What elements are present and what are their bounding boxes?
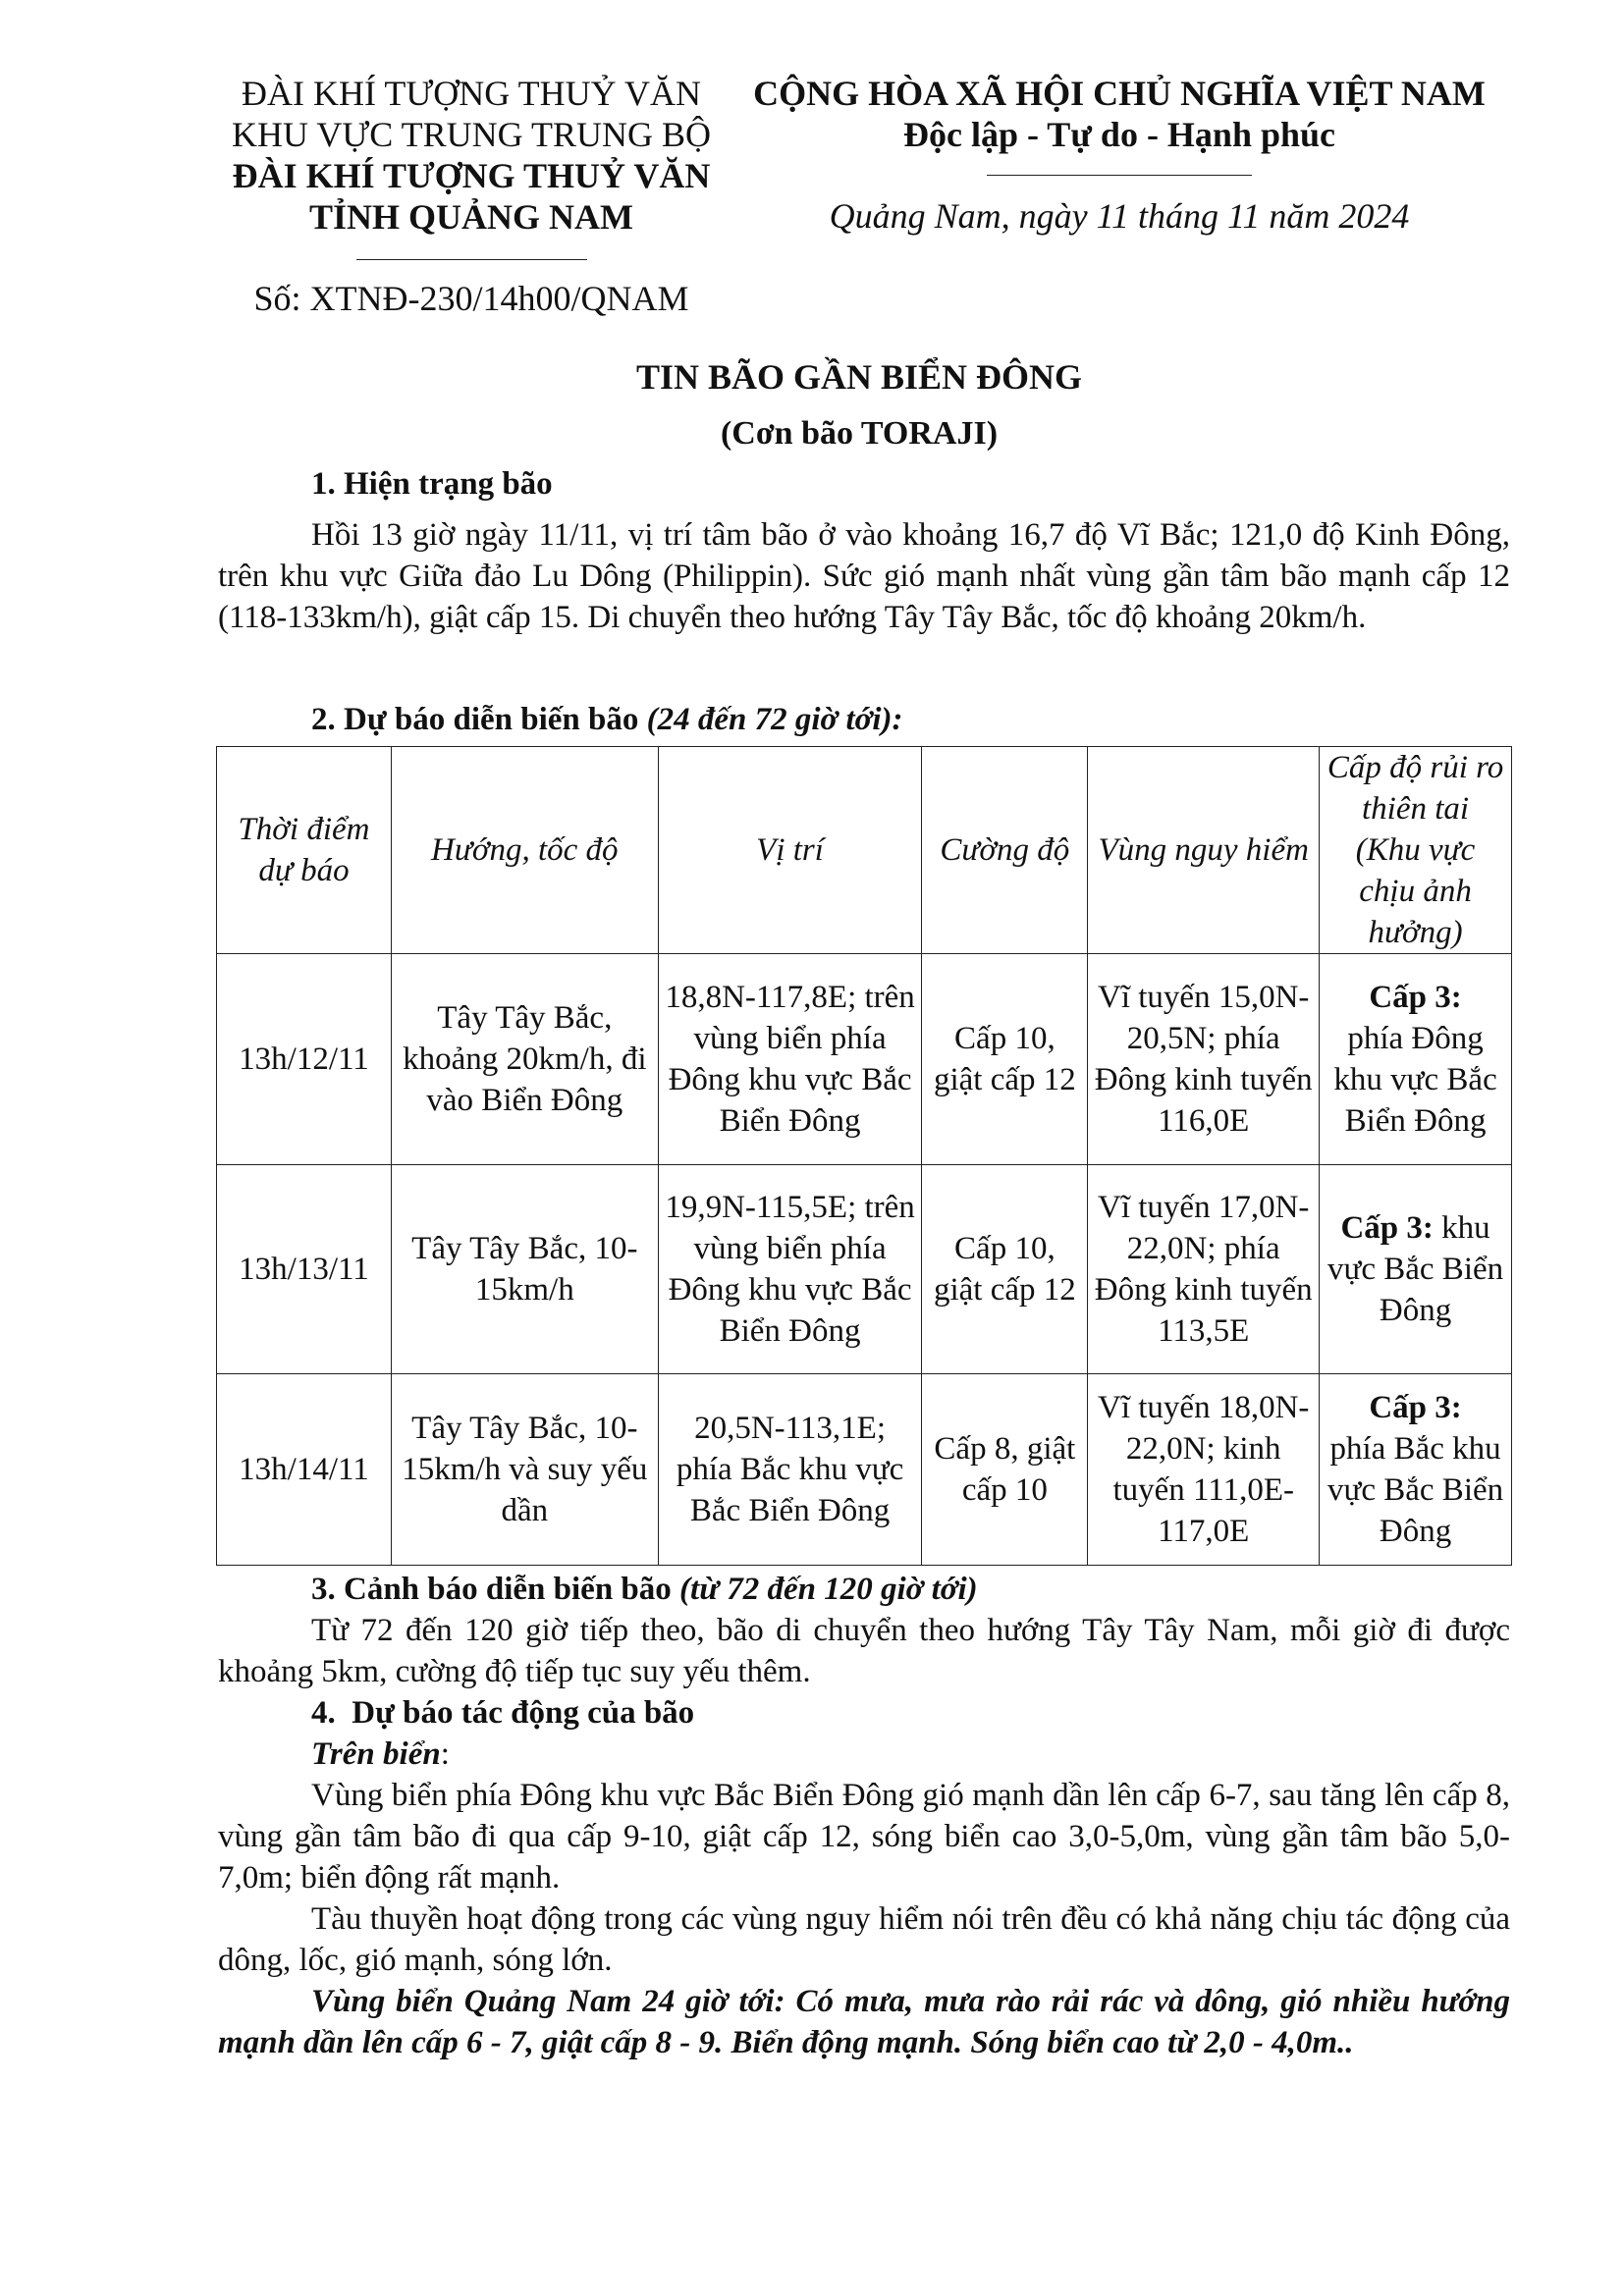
section-3	[218, 1569, 1510, 1692]
cell-direction: Tây Tây Bắc, 10-15km/h	[391, 1165, 658, 1374]
cell-position: 18,8N-117,8E; trên vùng biển phía Đông khu vực Bắc Biển Đông	[658, 954, 922, 1165]
section-1-text: Hồi 13 giờ ngày 11/11, vị trí tâm bão ở vào khoảng 16,7 độ Vĩ Bắc; 121,0 độ Kinh Đông, trên khu vực Giữa đảo Lu Dông (Philippin). Sức gió mạnh nhất vùng gần tâm bão mạnh cấp 12 (118-133km/h), giật cấp 15. Di chuyển theo hướng Tây Tây Bắc, tốc độ khoảng 20km/h.	[218, 517, 1510, 635]
risk-area: phía Bắc khu vực Bắc Biển Đông	[1326, 1431, 1504, 1549]
cell-danger-zone: Vĩ tuyến 15,0N-20,5N; phía Đông kinh tuyến 116,0E	[1088, 954, 1320, 1165]
cell-intensity: Cấp 8, giật cấp 10	[922, 1374, 1088, 1566]
section-2-heading	[218, 699, 1510, 740]
national-motto-block	[727, 73, 1512, 237]
section-3-text: Từ 72 đến 120 giờ tiếp theo, bão di chuyển theo hướng Tây Tây Nam, mỗi giờ đi được khoảng 5km, cường độ tiếp tục suy yếu thêm.	[218, 1613, 1510, 1689]
section-4-subheading-colon: :	[440, 1736, 450, 1772]
cell-danger-zone: Vĩ tuyến 18,0N-22,0N; kinh tuyến 111,0E-117,0E	[1088, 1374, 1320, 1566]
section-4-para-2: Tàu thuyền hoạt động trong các vùng nguy hiểm nói trên đều có khả năng chịu tác động của dông, lốc, gió mạnh, sóng lớn.	[218, 1901, 1510, 1978]
cell-danger-zone: Vĩ tuyến 17,0N-22,0N; phía Đông kinh tuyến 113,5E	[1088, 1165, 1320, 1374]
section-3-heading-text: 3. Cảnh báo diễn biến bão	[311, 1572, 680, 1607]
section-3-heading-italic: (từ 72 đến 120 giờ tới)	[679, 1572, 978, 1607]
cell-risk	[1320, 1165, 1512, 1374]
issue-date: Quảng Nam, ngày 11 tháng 11 năm 2024	[829, 196, 1410, 236]
cell-position: 19,9N-115,5E; trên vùng biển phía Đông khu vực Bắc Biển Đông	[658, 1165, 922, 1374]
section-4-subheading	[218, 1734, 1510, 1775]
column-header-position: Vị trí	[658, 747, 922, 954]
column-header-intensity: Cường độ	[922, 747, 1088, 954]
risk-level: Cấp 3:	[1369, 1390, 1462, 1425]
cell-intensity: Cấp 10, giật cấp 12	[922, 1165, 1088, 1374]
document-title: TIN BÃO GẦN BIỂN ĐÔNG	[635, 357, 1083, 397]
document-subtitle: (Cơn bão TORAJI)	[720, 415, 999, 452]
cell-direction: Tây Tây Bắc, 10-15km/h và suy yếu dần	[391, 1374, 658, 1566]
document-number: Số: XTNĐ-230/14h00/QNAM	[253, 279, 689, 318]
national-title: CỘNG HÒA XÃ HỘI CHỦ NGHĨA VIỆT NAM	[753, 74, 1486, 113]
risk-area: khu vực Bắc Biển Đông	[1326, 1210, 1504, 1328]
risk-level: Cấp 3:	[1340, 1210, 1434, 1246]
motto-divider	[987, 175, 1252, 176]
issuing-agency-block	[196, 73, 746, 319]
section-2-heading-text: 2. Dự báo diễn biến bão	[311, 702, 647, 737]
cell-risk	[1320, 1374, 1512, 1566]
table-row	[217, 954, 1512, 1165]
section-4-para-1: Vùng biển phía Đông khu vực Bắc Biển Đông gió mạnh dần lên cấp 6-7, sau tăng lên cấp 8, vùng gần tâm bão đi qua cấp 9-10, giật cấp 12, sóng biển cao 3,0-5,0m, vùng gần tâm bão 5,0-7,0m; biển động rất mạnh.	[218, 1778, 1510, 1896]
table-header-row	[217, 747, 1512, 954]
agency-province: TỈNH QUẢNG NAM	[309, 197, 633, 237]
agency-name: ĐÀI KHÍ TƯỢNG THUỶ VĂN	[232, 156, 711, 195]
column-header-danger-zone: Vùng nguy hiểm	[1088, 747, 1320, 954]
section-1-heading: 1. Hiện trạng bão	[311, 466, 553, 502]
column-header-time: Thời điểm dự báo	[217, 747, 392, 954]
agency-line-2: KHU VỰC TRUNG TRUNG BỘ	[232, 115, 711, 154]
agency-line-1: ĐÀI KHÍ TƯỢNG THUỶ VĂN	[242, 74, 701, 113]
cell-time: 13h/13/11	[217, 1165, 392, 1374]
cell-time: 13h/14/11	[217, 1374, 392, 1566]
section-2-heading-italic: (24 đến 72 giờ tới):	[646, 702, 903, 737]
table-row	[217, 1165, 1512, 1374]
national-motto: Độc lập - Tự do - Hạnh phúc	[902, 115, 1336, 154]
agency-divider	[356, 259, 587, 260]
cell-risk	[1320, 954, 1512, 1165]
section-3-heading	[218, 1569, 1510, 1610]
cell-direction: Tây Tây Bắc, khoảng 20km/h, đi vào Biển Đông	[391, 954, 658, 1165]
cell-time: 13h/12/11	[217, 954, 392, 1165]
risk-area: phía Đông khu vực Bắc Biển Đông	[1333, 1021, 1497, 1139]
section-4-heading: 4. Dự báo tác động của bão	[311, 1695, 695, 1731]
section-4-para-3: Vùng biển Quảng Nam 24 giờ tới: Có mưa, mưa rào rải rác và dông, gió nhiều hướng mạnh dần lên cấp 6 - 7, giật cấp 8 - 9. Biển động mạnh. Sóng biển cao từ 2,0 - 4,0m..	[218, 1984, 1510, 2060]
cell-intensity: Cấp 10, giật cấp 12	[922, 954, 1088, 1165]
section-4	[218, 1692, 1510, 2063]
column-header-risk-level: Cấp độ rủi ro thiên tai (Khu vực chịu ảnh hưởng)	[1320, 747, 1512, 954]
section-4-subheading-text: Trên biển	[311, 1736, 441, 1772]
cell-position: 20,5N-113,1E; phía Bắc khu vực Bắc Biển Đông	[658, 1374, 922, 1566]
table-row	[217, 1374, 1512, 1566]
risk-level: Cấp 3:	[1369, 980, 1462, 1015]
forecast-table	[216, 746, 1512, 1566]
column-header-direction: Hướng, tốc độ	[391, 747, 658, 954]
section-1	[218, 463, 1510, 638]
